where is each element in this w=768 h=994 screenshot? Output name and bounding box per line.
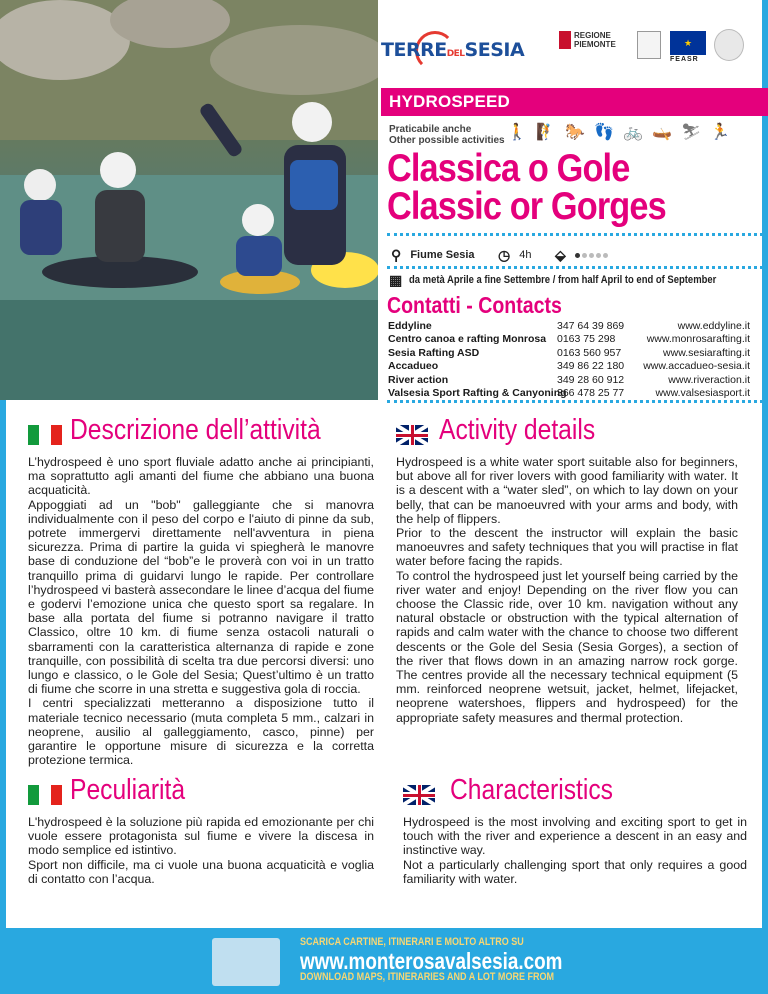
contact-row — [388, 320, 750, 333]
calendar-icon: ▦ — [389, 272, 403, 288]
contact-phone[interactable]: 366 478 25 77 — [557, 386, 625, 399]
feasr-label: FEASR — [670, 56, 699, 63]
contact-row — [388, 387, 750, 400]
footer-download-en: DOWNLOAD MAPS, ITINERARIES AND A LOT MORE FROM — [300, 971, 555, 983]
photo-water-deep — [0, 300, 378, 400]
description-it-text: L’hydrospeed è uno sport fluviale adatto anche ai principianti, ma soprattutto agli amanti del fiume che abbiano una buona acquaticità. Appoggiati ad un "bob" galleggiante che si manovra individualmente con il peso del corpo e l'aiuto di pinne da sub, potrete immergervi direttamente nell'avventura in piena sicurezza. Prima di partire la guida vi spiegherà le manovre base di conduzione del “bob”e le proverà con voi in un tratto tranquillo prima di guidarvi lungo le rapide. Per controllare l’hydrospeed vi basterà assecondare le linee d’acqua del fiume e godervi l’emozione unica che questo sport sa regalare. In base alla portata del fiume si potranno navigare il tratto Classico, oltre 10 km. di fiume senza ostacoli naturali o sbarramenti con la caratteristica alternanza di rapide e zone tranquille, con possibilità di scelta tra due percorsi diversi: uno lungo e classico, o le Gole del Sesia; Quest’ultimo è un tratto di fiume che scorre in una stretta e suggestiva gola di roccia. I centri specializzati metteranno a disposizione tutto il materiale tecnico necessario (muta completa 5 mm., calzari in neoprene, ausilio al galleggiamento, casco, pinne) per garantire le opportune misure di sicurezza e la corretta protezione termica. — [28, 455, 374, 768]
photo-person — [95, 190, 145, 262]
divider-dots — [387, 233, 763, 236]
description-en-heading: Activity details — [439, 414, 596, 446]
flag-stripe-red — [51, 425, 62, 445]
info-river — [391, 247, 475, 264]
difficulty-dot — [603, 253, 608, 258]
flag-stripe-green — [28, 785, 39, 805]
divider-dots — [387, 266, 763, 269]
characteristics-en-heading: Characteristics — [450, 774, 614, 806]
contact-phone[interactable]: 0163 560 957 — [557, 346, 622, 359]
difficulty-dot — [582, 253, 587, 258]
uk-flag-icon — [396, 425, 428, 445]
difficulty-icon: ⬙ — [555, 247, 566, 263]
flag-stripe-white — [39, 785, 50, 805]
contact-row — [388, 360, 750, 373]
description-it-heading: Descrizione dell’attività — [70, 414, 321, 446]
photo-helmet — [292, 102, 332, 142]
uk-flag-icon — [403, 785, 435, 805]
flag-stripe-white — [39, 425, 50, 445]
route-title — [387, 147, 666, 228]
eu-flag-icon: ★ — [670, 31, 706, 55]
contact-name: Accadueo — [388, 360, 439, 373]
characteristics-en-text: Hydrospeed is the most involving and exciting sport to get in touch with the river and experience a descent in an easy and instinctive way. Not a particularly challenging sport that only requires a good familiarity with water. — [403, 815, 747, 886]
info-duration — [498, 247, 532, 264]
regione-piemonte-logo — [559, 31, 631, 57]
italian-republic-emblem — [714, 29, 744, 61]
photo-helmet — [242, 204, 274, 236]
flag-cross-red-v — [418, 785, 421, 805]
footer-website-link[interactable]: www.monterosavalsesia.com — [300, 948, 563, 974]
activity-icons — [507, 124, 730, 142]
difficulty-dot — [589, 253, 594, 258]
contact-phone[interactable]: 0163 75 298 — [557, 333, 616, 346]
duration-value: 4h — [519, 249, 532, 262]
monterosa-valsesia-logo — [212, 938, 280, 986]
contact-row — [388, 333, 750, 346]
contact-phone[interactable]: 349 86 22 180 — [557, 360, 625, 373]
contact-name: Valsesia Sport Rafting & Canyoning — [388, 386, 567, 399]
contacts-table — [388, 320, 750, 400]
contact-website[interactable]: www.eddyline.it — [677, 320, 750, 332]
divider-dots — [387, 400, 763, 403]
logo-text — [381, 39, 524, 61]
terre-del-sesia-logo — [381, 29, 525, 69]
canoe-icon: 🛶 — [652, 124, 672, 141]
cycling-icon: 🚲 — [623, 124, 643, 141]
location-pin-icon: ⚲ — [391, 247, 402, 263]
peculiarities-it-heading: Peculiarità — [70, 774, 186, 806]
trekking-icon: 👣 — [594, 124, 614, 141]
route-title-en: Classic or Gorges — [387, 185, 666, 228]
difficulty-dot — [596, 253, 601, 258]
italian-flag-icon — [28, 785, 62, 805]
contact-row — [388, 374, 750, 387]
river-name: Fiume Sesia — [410, 249, 475, 262]
right-frame-bar — [762, 0, 768, 994]
contact-phone[interactable]: 349 28 60 912 — [557, 373, 625, 386]
contact-website[interactable]: www.monrosarafting.it — [646, 333, 750, 346]
walking-icon: 🚶 — [507, 124, 527, 141]
description-en-text: Hydrospeed is a white water sport suitable also for beginners, but above all for river lovers with good familiarity with water. It is a descent with a “water sled”, on which to lay down on your belly, that can be manoeuvred with your arms and body, with the help of flippers. Prior to the descent the instructor will explain the basic manoeuvres and safety techniques that you will practise in flat water before facing the rapids. To control the hydrospeed just let yourself being carried by the river water and enjoy! Depending on the river flow you can choose the Classic ride, over 10 km. navigation without any natural obstacle or obstruction with the typical alternation of rapids and calm water with the chance to choose two different descents or the Gole del Sesia (Sesia Gorges), a section of the river that flows down in an amazing narrow rock gorge. The centres provide all the necessary technical equipment (5 mm. reinforced neoprene wetsuit, jacket, helmet, lifejacket, neoprene watershoes, flippers and hydrospeed) for the appropriate safety measures and thermal protection. — [396, 455, 738, 725]
contacts-title: Contatti - Contacts — [387, 292, 562, 318]
info-difficulty — [555, 247, 608, 264]
contact-website[interactable]: www.accadueo-sesia.it — [643, 360, 750, 373]
photo-helmet — [100, 152, 136, 188]
flag-stripe-red — [51, 785, 62, 805]
clock-icon: ◷ — [498, 247, 511, 263]
info-season — [389, 272, 767, 289]
logo-text-sesia: SESIA — [464, 39, 525, 61]
regione-piemonte-text: REGIONE PIEMONTE — [574, 31, 616, 49]
contact-phone[interactable]: 347 64 39 869 — [557, 320, 625, 332]
contact-website[interactable]: www.sesiarafting.it — [663, 346, 750, 359]
difficulty-dot — [575, 253, 580, 258]
photo-lifejacket — [290, 160, 338, 210]
contact-website[interactable]: www.riveraction.it — [668, 373, 750, 386]
contact-name: Eddyline — [388, 320, 432, 332]
contact-name: River action — [388, 373, 449, 386]
running-icon: 🏃 — [710, 124, 730, 141]
flag-stripe-green — [28, 425, 39, 445]
activity-type-title: HYDROSPEED — [389, 92, 511, 111]
other-activities-label — [389, 124, 505, 146]
climbing-icon: 🧗 — [536, 124, 556, 141]
piemonte-flag-icon — [559, 31, 571, 49]
other-activities-label-en: Other possible activities — [389, 135, 505, 146]
contact-website[interactable]: www.valsesiasport.it — [655, 386, 750, 399]
logo-text-del: DEL — [446, 49, 465, 59]
photo-person — [236, 236, 282, 276]
hydrospeed-photo — [0, 0, 378, 400]
horse-riding-icon: 🐎 — [565, 124, 585, 141]
peculiarities-it-text: L'hydrospeed è la soluzione più rapida ed emozionante per chi vuole essere protagonista sul fiume e vivere la discesa in modo semplice ed istintivo. Sport non difficile, ma ci vuole una buona acquaticità e voglia di contatto con l’acqua. — [28, 815, 374, 886]
gal-logo — [637, 31, 661, 59]
italian-flag-icon — [28, 425, 62, 445]
photo-illustration — [0, 0, 378, 400]
other-activities-label-it: Praticabile anche — [389, 124, 472, 135]
footer-download-it: SCARICA CARTINE, ITINERARI E MOLTO ALTRO SU — [300, 936, 524, 948]
logo-text-terre: TERRE — [381, 39, 447, 61]
flag-cross-red-v — [411, 425, 414, 445]
route-title-it: Classica o Gole — [387, 147, 630, 190]
contact-name: Sesia Rafting ASD — [388, 346, 480, 359]
difficulty-dots — [575, 253, 608, 258]
photo-helmet — [24, 169, 56, 201]
contact-name: Centro canoa e rafting Monrosa — [388, 333, 547, 346]
skiing-icon: ⛷ — [681, 124, 702, 141]
contact-row — [388, 347, 750, 360]
photo-person — [20, 200, 62, 255]
season-text: da metà Aprile a fine Settembre / from half April to end of September — [409, 274, 717, 287]
